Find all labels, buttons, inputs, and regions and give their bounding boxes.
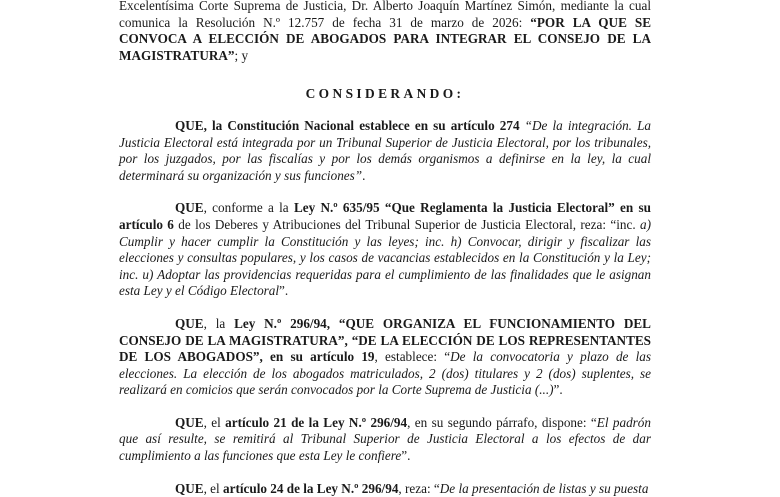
p2-que: QUE [175, 200, 204, 216]
p2-end: ”. [279, 283, 289, 299]
p5-que: QUE [175, 480, 204, 496]
p5-quote: De la presentación de listas y su puesta [439, 480, 649, 496]
p3-que: QUE [175, 315, 204, 331]
p1-end: . [362, 167, 366, 183]
p2-quote: a) Cumplir y hacer cumplir la Constitución y las leyes; inc. h) Convocar, dirigir y fiscalizar las elecciones y consultas populares, y los casos de vacancias establecidos en la Constitución y la Ley; inc. u) Adoptar las providencias requeridas para el cumplimiento de las finalidades que le asignan esta Ley y el Código Electoral [119, 216, 651, 299]
p2-text-1: , conforme a la [203, 200, 294, 216]
intro-resolution-title: “POR LA QUE SE CONVOCA A ELECCIÓN DE ABOGADOS PARA INTEGRAR EL CONSEJO DE LA MAGISTRATURA” [119, 14, 651, 63]
p4-text-1: , el [203, 414, 226, 430]
p5-text-2: , reza: “ [398, 480, 440, 496]
p5-text-1: , el [203, 480, 223, 496]
p3-text-1: , la [203, 315, 235, 331]
p2-text-2: de los Deberes y Atribuciones del Tribunal Superior de Justicia Electoral, reza: “inc. [173, 216, 640, 232]
p3-text-2: , establece: “ [374, 349, 451, 365]
intro-paragraph [119, 0, 651, 64]
paragraph-constitution [119, 118, 651, 184]
p4-text-2: , en su segundo párrafo, dispone: “ [407, 414, 597, 430]
p4-end: ”. [401, 448, 411, 464]
p2-law-ref: Ley N.º 635/95 “Que Reglamenta la Justicia Electoral” en su artículo 6 [119, 200, 652, 232]
paragraph-ley-635 [119, 200, 651, 300]
paragraph-ley-296-art21 [119, 415, 651, 465]
p1-bold: QUE, la Constitución Nacional establece en su artículo 274 [175, 117, 520, 133]
intro-text: Excelentísima Corte Suprema de Justicia, Dr. Alberto Joaquín Martínez Simón, mediante la cual comunica la Resolución N.º 12.757 de fecha 31 de marzo de 2026: [119, 0, 651, 30]
p4-que: QUE [175, 414, 204, 430]
p4-quote: El padrón que así resulte, se remitirá al Tribunal Superior de Justicia Electoral a los efectos de dar cumplimiento a las funciones que esta Ley le confiere [119, 414, 651, 464]
considerando-heading: CONSIDERANDO: [305, 86, 465, 102]
p1-quote: “De la integración. La Justicia Electoral está integrada por un Tribunal Superior de Justicia Electoral, por los tribunales, por los juzgados, por las fiscalías y por los demás organismos a definirse en la ley, la cual determinará su organización y sus funciones” [119, 117, 651, 183]
p3-law-ref: Ley N.º 296/94, “QUE ORGANIZA EL FUNCIONAMIENTO DEL CONSEJO DE LA MAGISTRATURA”, “DE LA ELECCIÓN DE LOS REPRESENTANTES DE LOS ABOGADOS”, en su artículo 19 [119, 315, 651, 365]
p3-end: ”. [553, 382, 563, 398]
p3-quote: De la convocatoria y plazo de las elecciones. La elección de los abogados matriculados, 2 (dos) titulares y 2 (dos) suplentes, se realizará en comicios que serán convocados por la Corte Suprema de Justicia (...) [119, 349, 652, 398]
p4-law-ref: artículo 21 de la Ley N.º 296/94 [225, 414, 408, 430]
intro-closing: ; y [234, 47, 249, 63]
resolution-body [119, 0, 651, 497]
paragraph-ley-296-art24 [119, 481, 651, 497]
p5-law-ref: artículo 24 de la Ley N.º 296/94 [223, 480, 399, 496]
paragraph-ley-296-art19 [119, 316, 651, 399]
